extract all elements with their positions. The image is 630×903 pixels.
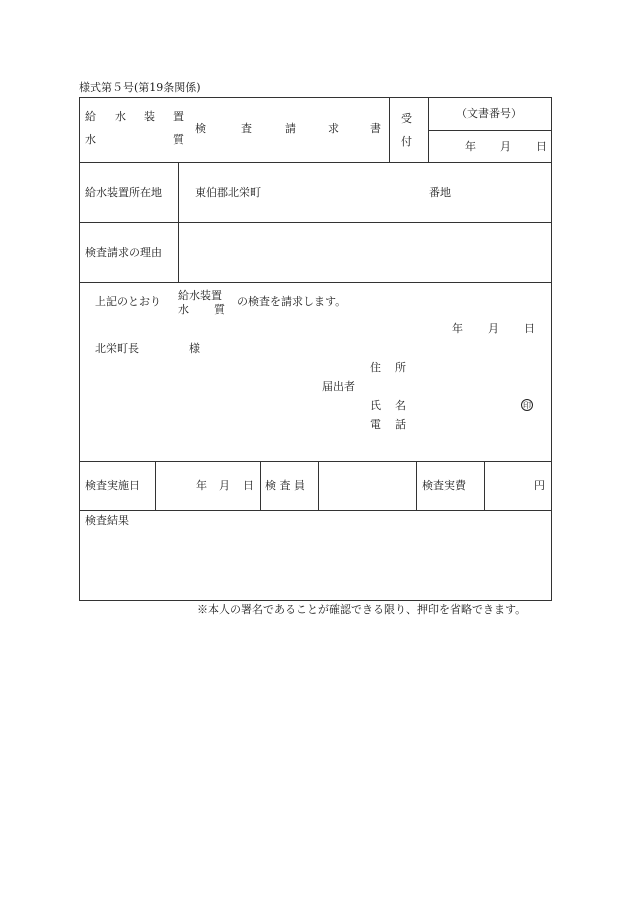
fee-yen: 円 [534,479,545,492]
uketsuke-char-1: 受 [401,112,412,125]
header-kyusui-3: 装 [144,110,155,123]
result-label: 検査結果 [85,514,129,527]
addressee-sama: 様 [189,342,200,355]
divider-location [79,222,552,223]
inspector-label: 検 査 員 [265,479,305,492]
uketsuke-char-2: 付 [401,135,412,148]
footnote: ※本人の署名であることが確認できる限り、押印を省略できます。 [197,603,527,616]
header-kyusui-1: 給 [85,110,96,123]
header-kyusui-2: 水 [115,110,126,123]
divider-header [79,162,552,163]
name-label-2: 名 [395,399,406,412]
location-town: 東伯郡北栄町 [195,186,261,199]
applicant-label: 届出者 [322,380,355,393]
header-kyusui-4: 置 [173,110,184,123]
phone-label-2: 話 [395,418,406,431]
divider-doc-number [428,130,552,131]
divider-request [79,461,552,462]
title-char-5: 書 [370,122,381,135]
form-frame [79,97,552,601]
seal-mark: 印 [523,401,531,410]
request-date-day: 日 [524,322,535,335]
divider-inspector-value [318,461,319,510]
phone-label-1: 電 [370,418,381,431]
inspection-date-label: 検査実施日 [85,479,140,492]
inspection-date-year: 年 [196,479,207,492]
header-date-year: 年 [465,140,476,153]
divider-label-column [178,162,179,282]
request-date-year: 年 [452,322,463,335]
request-suffix: の検査を請求します。 [237,295,347,308]
divider-inspector-label [260,461,261,510]
title-char-2: 査 [241,122,252,135]
location-label: 給水装置所在地 [85,186,162,199]
divider-uketsuke-left [389,97,390,162]
divider-reason [79,282,552,283]
name-label-1: 氏 [370,399,381,412]
title-char-1: 検 [195,122,206,135]
divider-fee-label [416,461,417,510]
header-date-month: 月 [500,140,511,153]
doc-number-label: （文書番号） [456,107,522,120]
address-label-1: 住 [370,361,381,374]
request-option-kyusui: 給水装置 [178,289,222,302]
address-label-2: 所 [395,361,406,374]
fee-label: 検査実費 [422,479,466,492]
header-date-day: 日 [536,140,547,153]
divider-date-label [155,461,156,510]
request-option-suishitsu-1: 水 [178,303,189,316]
inspection-date-month: 月 [219,479,230,492]
request-option-suishitsu-2: 質 [214,303,225,316]
request-date-month: 月 [488,322,499,335]
location-banchi: 番地 [429,186,451,199]
divider-uketsuke-right [428,97,429,162]
inspection-date-day: 日 [243,479,254,492]
addressee: 北栄町長 [95,342,139,355]
title-char-4: 求 [328,122,339,135]
reason-label: 検査請求の理由 [85,246,162,259]
header-suishitsu-1: 水 [85,133,96,146]
form-number: 様式第５号(第19条関係) [79,81,201,94]
divider-fee-value [484,461,485,510]
divider-inspection [79,510,552,511]
header-suishitsu-2: 質 [173,133,184,146]
title-char-3: 請 [285,122,296,135]
request-prefix: 上記のとおり [95,295,161,308]
